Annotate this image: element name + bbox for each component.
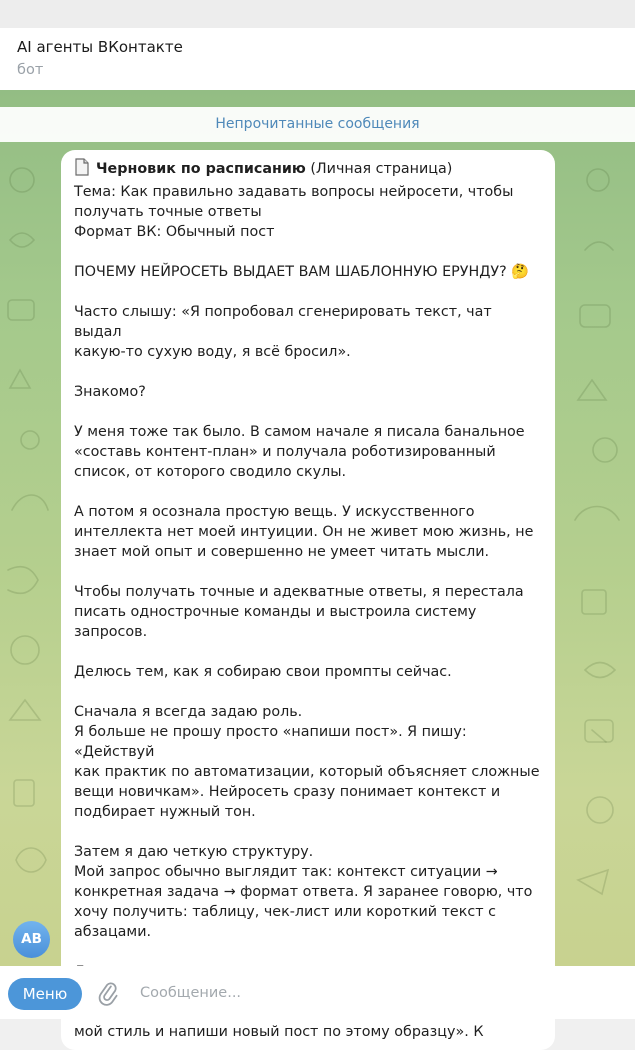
- paragraph-gap: [74, 402, 543, 422]
- message-heading-rest: (Личная страница): [305, 161, 453, 177]
- message-line: знает мой опыт и совершенно не умеет читать мысли.: [74, 544, 490, 560]
- paragraph-gap: [74, 642, 543, 662]
- message-line: Я больше не прошу просто «напиши пост». Я пишу: «Действуй: [74, 724, 472, 760]
- paragraph-gap: [74, 562, 543, 582]
- window-top-strip: [0, 0, 635, 28]
- message-line: получать точные ответы: [74, 204, 262, 220]
- message-line: Формат ВК: Обычный пост: [74, 224, 275, 240]
- paragraph-gap: [74, 682, 543, 702]
- message-line: подбирает нужный тон.: [74, 804, 256, 820]
- message-line: Делюсь тем, как я собираю свои промпты сейчас.: [74, 664, 452, 680]
- paragraph-gap: [74, 482, 543, 502]
- message-line: как практик по автоматизации, который объясняет сложные: [74, 764, 540, 780]
- chat-title: AI агенты ВКонтакте: [17, 38, 183, 56]
- message-input[interactable]: [132, 976, 622, 1010]
- message-line: «составь контент-план» и получала роботизированный: [74, 444, 496, 460]
- chat-subtitle: бот: [17, 62, 44, 78]
- message-line: Чтобы получать точные и адекватные ответы, я перестала: [74, 584, 524, 600]
- message-line: какую-то сухую воду, я всё бросил».: [74, 344, 351, 360]
- message-line: мой стиль и напиши новый пост по этому образцу». К: [74, 1024, 484, 1040]
- chat-header[interactable]: [0, 28, 635, 90]
- message-line: писать однострочные команды и выстроила систему запросов.: [74, 604, 481, 640]
- message-bubble: [61, 150, 555, 1050]
- message-heading: [74, 158, 543, 182]
- paragraph-gap: [74, 282, 543, 302]
- paragraph-gap: [74, 822, 543, 842]
- message-line: А потом я осознала простую вещь. У искусственного: [74, 504, 475, 520]
- message-line: абзацами.: [74, 924, 152, 940]
- message-line: Часто слышу: «Я попробовал сгенерировать текст, чат выдал: [74, 304, 497, 340]
- paragraph-gap: [74, 362, 543, 382]
- menu-button[interactable]: Меню: [8, 978, 82, 1010]
- paragraph-gap: [74, 242, 543, 262]
- message-composer: [0, 966, 635, 1019]
- message-line: Затем я даю четкую структуру.: [74, 844, 314, 860]
- message-body: [74, 182, 543, 1042]
- message-line: вещи новичкам». Нейросеть сразу понимает контекст и: [74, 784, 501, 800]
- message-line: Знакомо?: [74, 384, 146, 400]
- message-line: Сначала я всегда задаю роль.: [74, 704, 303, 720]
- document-icon: [74, 158, 90, 182]
- message-line: хочу получить: таблицу, чек-лист или короткий текст с: [74, 904, 496, 920]
- message-line: Мой запрос обычно выглядит так: контекст ситуации →: [74, 864, 498, 880]
- message-line: конкретная задача → формат ответа. Я заранее говорю, что: [74, 884, 533, 900]
- message-line: ПОЧЕМУ НЕЙРОСЕТЬ ВЫДАЕТ ВАМ ШАБЛОННУЮ ЕРУНДУ? 🤔: [74, 264, 530, 280]
- message-line: У меня тоже так было. В самом начале я писала банальное: [74, 424, 525, 440]
- paragraph-gap: [74, 942, 543, 962]
- message-line: Тема: Как правильно задавать вопросы нейросети, чтобы: [74, 184, 514, 200]
- message-line: список, от которого сводило скулы.: [74, 464, 347, 480]
- unread-messages-divider: Непрочитанные сообщения: [0, 107, 635, 142]
- message-line: интеллекта нет моей интуиции. Он не живет мою жизнь, не: [74, 524, 534, 540]
- paperclip-icon[interactable]: [95, 980, 121, 1006]
- message-heading-bold: Черновик по расписанию: [96, 161, 306, 177]
- bot-avatar[interactable]: AB: [13, 921, 50, 958]
